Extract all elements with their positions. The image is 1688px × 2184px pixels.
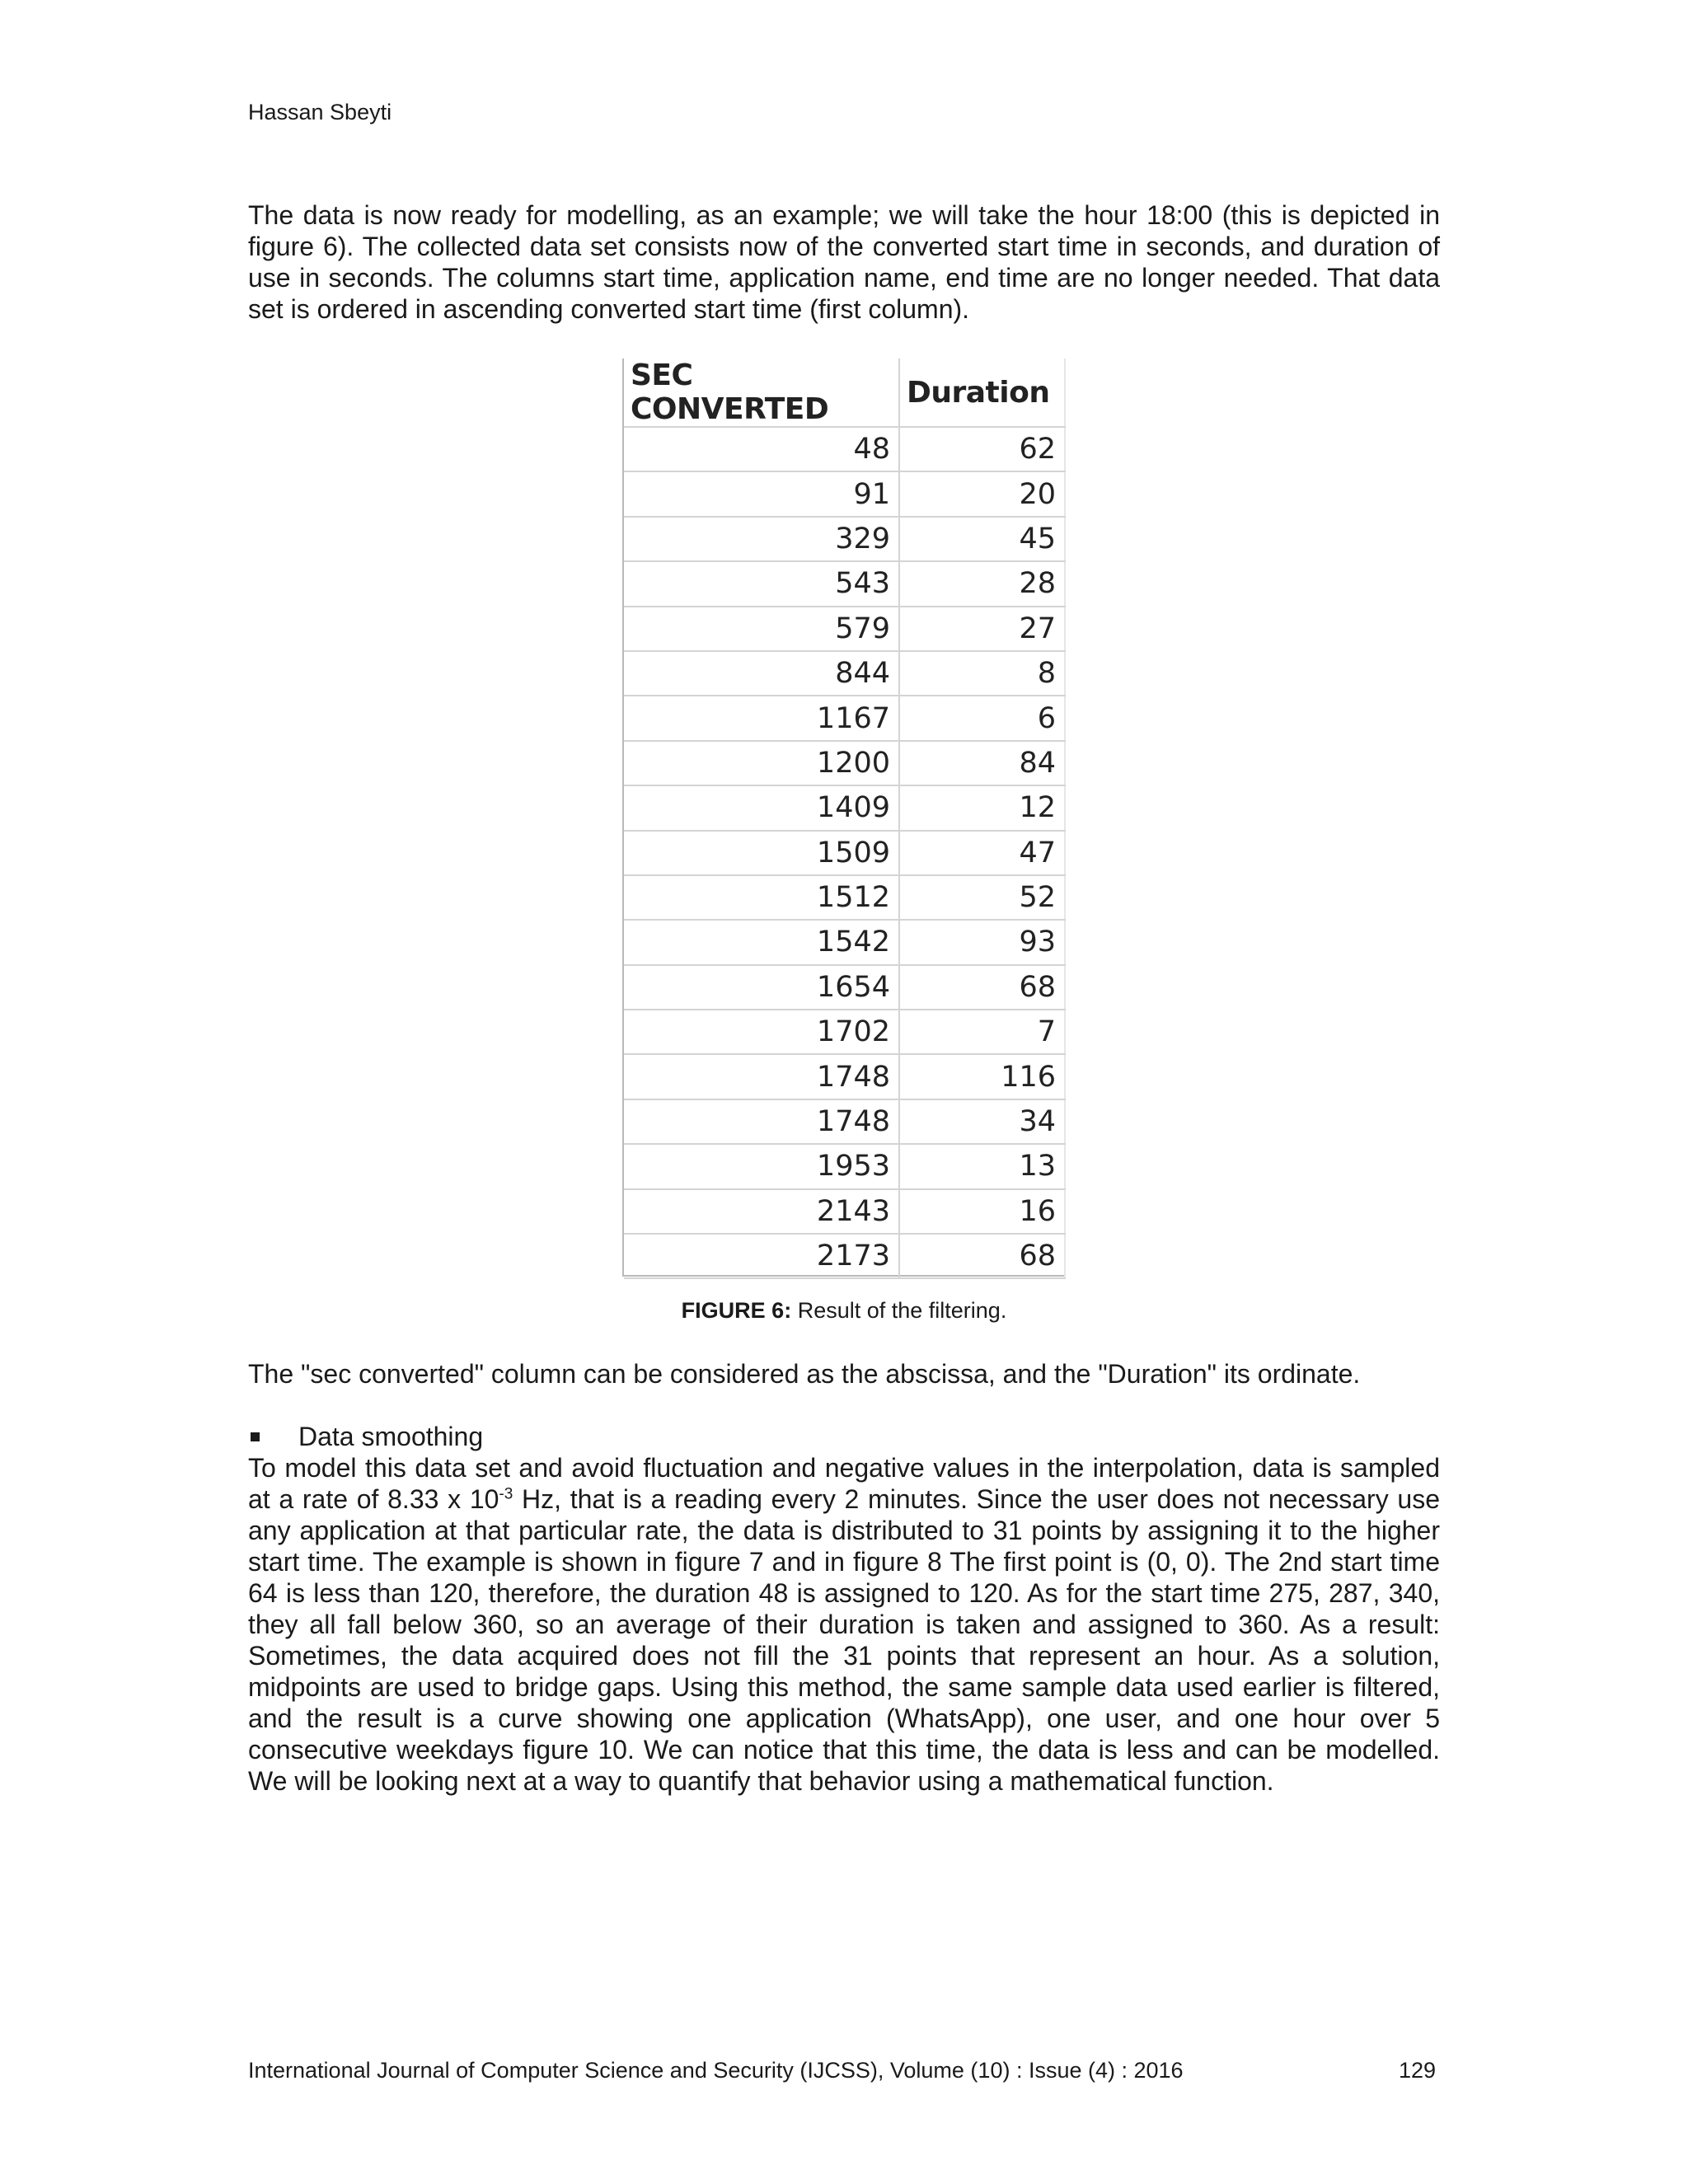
table-row [624,607,1065,651]
smoothing-exponent: -3 [499,1485,513,1503]
table-row [624,1099,1065,1144]
figure-caption [0,1297,1688,1324]
abscissa-paragraph: The "sec converted" column can be considered as the abscissa, and the "Duration" its ordinate. [248,1359,1361,1389]
table-row [624,651,1065,696]
cell-duration: 28 [899,561,1065,606]
table-row [624,920,1065,964]
cell-sec-converted: 1509 [624,831,899,875]
cell-sec-converted: 1953 [624,1144,899,1188]
cell-duration: 16 [899,1189,1065,1234]
bullet-label: Data smoothing [298,1422,484,1451]
table-row [624,561,1065,606]
cell-sec-converted: 2173 [624,1234,899,1278]
cell-duration: 68 [899,1234,1065,1278]
table-row [624,831,1065,875]
page-number: 129 [1399,2058,1437,2083]
cell-sec-converted: 1167 [624,696,899,740]
cell-sec-converted: 2143 [624,1189,899,1234]
table-row [624,696,1065,740]
cell-duration: 13 [899,1144,1065,1188]
table-row [624,965,1065,1010]
cell-sec-converted: 579 [624,607,899,651]
cell-duration: 7 [899,1010,1065,1054]
cell-duration: 34 [899,1099,1065,1144]
table-header-row [624,359,1065,427]
table-row [624,875,1065,920]
cell-duration: 20 [899,471,1065,516]
cell-sec-converted: 1409 [624,785,899,830]
column-header-duration: Duration [899,359,1065,427]
footer-journal: International Journal of Computer Science and Security (IJCSS), Volume (10) : Issue (4) : 2016 [248,2058,1184,2083]
cell-duration: 45 [899,517,1065,561]
cell-duration: 47 [899,831,1065,875]
cell-duration: 52 [899,875,1065,920]
table-row [624,1144,1065,1188]
table-row [624,1189,1065,1234]
intro-paragraph: The data is now ready for modelling, as an example; we will take the hour 18:00 (this is depicted in figure 6). The collected data set consists now of the converted start time in seconds, and duration of use in seconds. The columns start time, application name, end time are no longer needed. That data set is ordered in ascending converted start time (first column). [248,200,1440,324]
cell-duration: 84 [899,741,1065,785]
square-bullet-icon [251,1432,260,1441]
smoothing-text-part1: To model this data set and avoid fluctuation and negative values in the interpolation, data is sampled at a rate of 8.33 x 10 [248,1453,1440,1514]
filtered-data-table [624,359,1066,1279]
table-body [624,427,1065,1278]
cell-duration: 116 [899,1054,1065,1099]
table-row [624,1010,1065,1054]
table-row [624,741,1065,785]
running-header-author: Hassan Sbeyti [248,100,392,124]
cell-duration: 68 [899,965,1065,1010]
cell-duration: 93 [899,920,1065,964]
cell-duration: 12 [899,785,1065,830]
smoothing-text-part2: Hz, that is a reading every 2 minutes. Since the user does not necessary use any application at that particular rate, the data is distributed to 31 points by assigning it to the higher start time. The example is shown in figure 7 and in figure 8 The first point is (0, 0). The 2nd start time 64 is less than 120, therefore, the duration 48 is assigned to 120. As for the start time 275, 287, 340, they all fall below 360, so an average of their duration is taken and assigned to 360. As a result: Sometimes, the data acquired does not fill the 31 points that represent an hour. As a solution, midpoints are used to bridge gaps. Using this method, the same sample data used earlier is filtered, and the result is a curve showing one application (WhatsApp), one user, and one hour over 5 consecutive weekdays figure 10. We can notice that this time, the data is less and can be modelled. We will be looking next at a way to quantify that behavior using a mathematical function. [248,1484,1441,1796]
cell-sec-converted: 1542 [624,920,899,964]
table-row [624,785,1065,830]
cell-sec-converted: 1702 [624,1010,899,1054]
cell-duration: 27 [899,607,1065,651]
cell-duration: 8 [899,651,1065,696]
cell-sec-converted: 1512 [624,875,899,920]
column-header-sec-converted: SEC CONVERTED [624,359,899,427]
cell-sec-converted: 1748 [624,1099,899,1144]
bullet-data-smoothing [248,1421,483,1452]
cell-duration: 6 [899,696,1065,740]
smoothing-paragraph [248,1452,1440,1797]
cell-sec-converted: 91 [624,471,899,516]
table-row [624,1234,1065,1278]
table-row [624,471,1065,516]
figure-6-table-image [622,359,1066,1277]
table-row [624,1054,1065,1099]
cell-duration: 62 [899,427,1065,471]
cell-sec-converted: 844 [624,651,899,696]
cell-sec-converted: 543 [624,561,899,606]
cell-sec-converted: 329 [624,517,899,561]
cell-sec-converted: 48 [624,427,899,471]
figure-caption-label: FIGURE 6: [681,1298,792,1323]
table-row [624,517,1065,561]
figure-caption-text: Result of the filtering. [791,1298,1007,1323]
cell-sec-converted: 1748 [624,1054,899,1099]
cell-sec-converted: 1200 [624,741,899,785]
table-row [624,427,1065,471]
cell-sec-converted: 1654 [624,965,899,1010]
